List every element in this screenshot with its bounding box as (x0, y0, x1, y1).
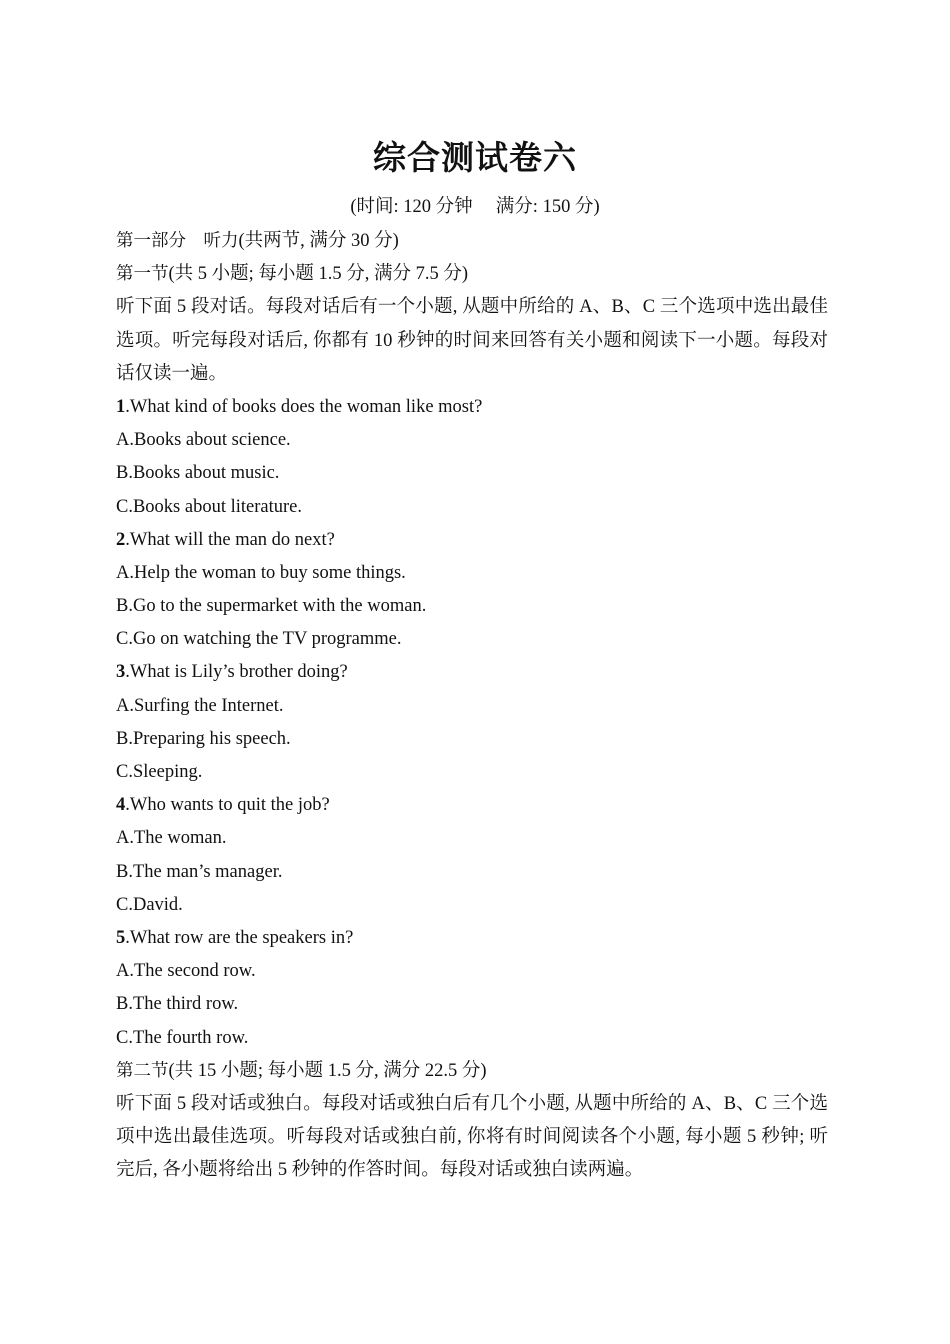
page-title: 综合测试卷六 (373, 138, 577, 177)
part-heading (116, 225, 832, 258)
answer-option: B.Preparing his speech. (116, 728, 291, 749)
section-instructions: 听下面 5 段对话或独白。每段对话或独白后有几个小题, 从题中所给的 A、B、C 三个选项中选出最佳选项。听每段对话或独白前, 你将有时间阅读各个小题, 每小题 5 秒钟; 听完后, 各小题将给出 5 秒钟的作答时间。每段对话或独白读两遍。 (116, 1093, 828, 1181)
question-text: .What will the man do next? (125, 529, 335, 550)
answer-option: A.Books about science. (116, 430, 291, 451)
exam-info: (时间: 120 分钟 满分: 150 分) (350, 197, 600, 217)
answer-option: B.Books about music. (116, 463, 280, 484)
question-number: 1 (116, 396, 126, 417)
section-heading-note: (共 15 小题; 每小题 1.5 分, 满分 22.5 分) (168, 1060, 487, 1081)
question-number: 2 (116, 529, 126, 550)
answer-option: A.Surfing the Internet. (116, 695, 284, 716)
answer-option: A.The woman. (116, 828, 227, 849)
answer-option: C.The fourth row. (116, 1027, 249, 1048)
question (116, 656, 832, 689)
answer-option: C.Sleeping. (116, 762, 203, 783)
question-text: .What is Lily’s brother doing? (125, 662, 348, 683)
question-number: 3 (116, 662, 126, 683)
section-heading-note: (共 5 小题; 每小题 1.5 分, 满分 7.5 分) (168, 264, 469, 285)
question (116, 922, 832, 955)
answer-option: C.Go on watching the TV programme. (116, 629, 402, 650)
answer-option: A.The second row. (116, 961, 256, 982)
answer-option: A.Help the woman to buy some things. (116, 562, 406, 583)
question-text: .Who wants to quit the job? (125, 795, 330, 816)
answer-option: B.Go to the supermarket with the woman. (116, 596, 427, 617)
section-instructions: 听下面 5 段对话。每段对话后有一个小题, 从题中所给的 A、B、C 三个选项中选出最佳选项。听完每段对话后, 你都有 10 秒钟的时间来回答有关小题和阅读下一小题。每段对话仅读一遍。 (116, 297, 828, 384)
section-heading (116, 258, 832, 291)
question (116, 524, 832, 557)
question (116, 789, 832, 822)
section-heading (116, 1055, 832, 1088)
question-text: .What row are the speakers in? (125, 927, 354, 948)
answer-option: B.The third row. (116, 994, 239, 1015)
section-heading-title: 第一节 (116, 264, 169, 285)
answer-option: B.The man’s manager. (116, 861, 283, 882)
question-number: 5 (116, 927, 126, 948)
question-number: 4 (116, 795, 126, 816)
document-body (116, 225, 832, 1188)
question (116, 391, 832, 424)
part-heading-title: 第一部分 听力 (116, 231, 239, 251)
part-heading-note: (共两节, 满分 30 分) (238, 231, 399, 251)
question-text: .What kind of books does the woman like most? (125, 396, 483, 417)
answer-option: C.David. (116, 894, 183, 915)
answer-option: C.Books about literature. (116, 496, 302, 517)
section-heading-title: 第二节 (116, 1060, 169, 1081)
